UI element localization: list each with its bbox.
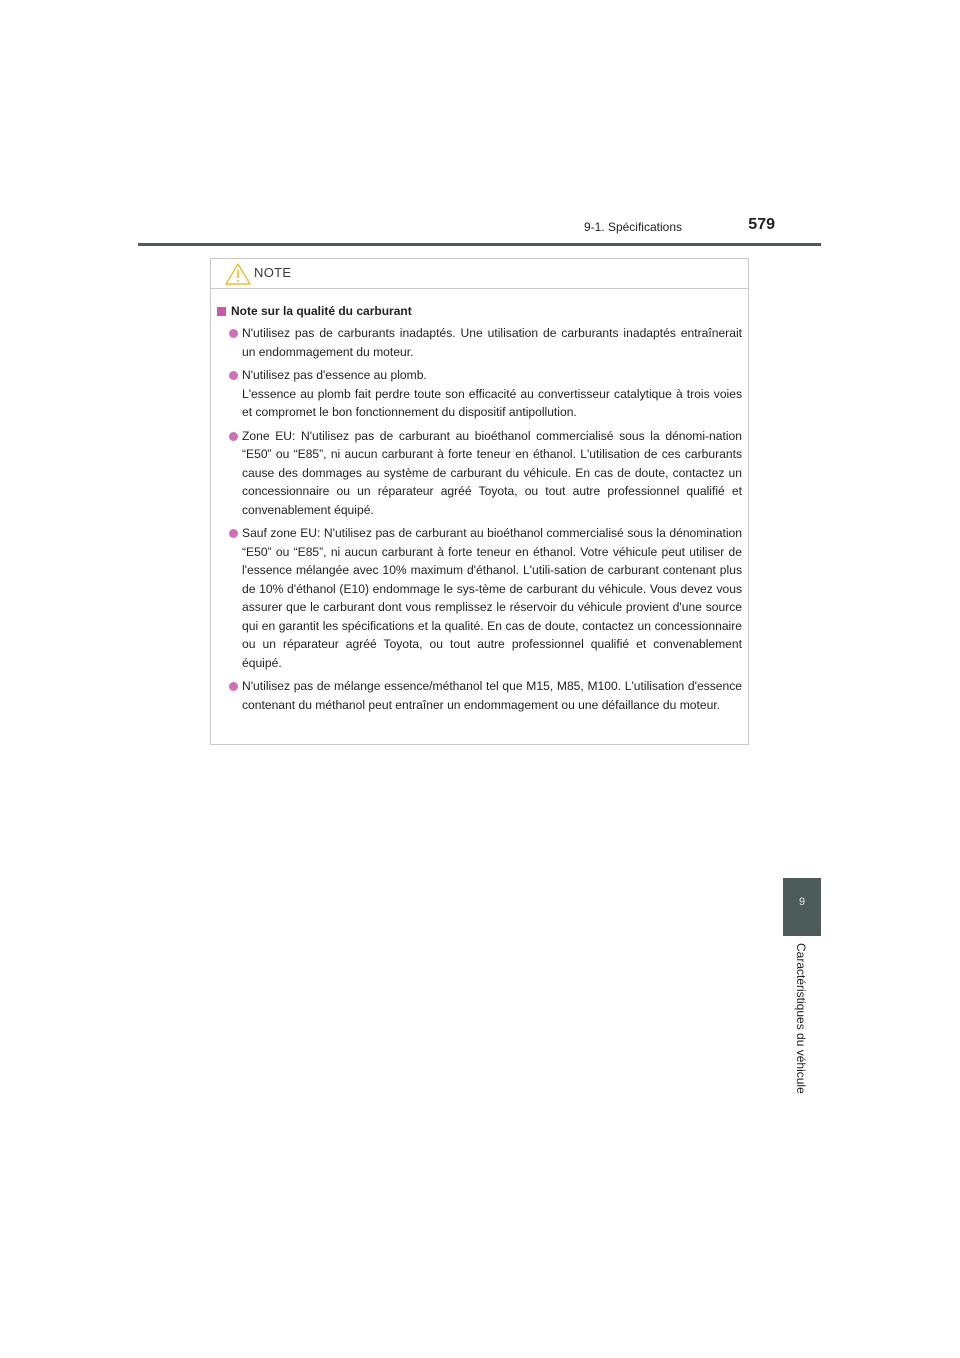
list-item [217,366,742,422]
bullet-dot-icon [229,682,238,691]
section-title: Note sur la qualité du carburant [231,304,412,318]
bullet-text: N'utilisez pas de carburants inadaptés. Une utilisation de carburants inadaptés entraînerait un endommagement du moteur. [242,326,742,359]
note-box [210,258,749,745]
list-item [217,427,742,520]
warning-triangle-icon [225,263,251,285]
list-item [217,524,742,672]
bullet-dot-icon [229,371,238,380]
chapter-tab-label [741,937,861,1117]
bullet-text: N'utilisez pas d'essence au plomb. L'essence au plomb fait perdre toute son efficacité au convertisseur catalytique à trois voies et compromet le bon fonctionnement du dispositif antipollution. [242,368,742,419]
section-heading [217,302,742,320]
bullet-dot-icon [229,432,238,441]
running-header-section: 9-1. Spécifications [583,220,682,234]
bullet-text: Zone EU: N'utilisez pas de carburant au bioéthanol commercialisé sous la dénomi-nation “E50” ou “E85”, ni aucun carburant à forte teneur en éthanol. L'utilisation de ces carburants cause des dommages au système de carburant du véhicule. En cas de doute, contactez un concessionnaire ou un réparateur agréé Toyota, ou tout autre professionnel qualifié et convenablement équipé. [242,428,742,517]
square-bullet-icon [217,307,226,316]
note-header [211,259,748,289]
chapter-tab-number: 9 [783,878,821,936]
list-item [217,324,742,361]
header-divider [138,243,821,246]
bullet-dot-icon [229,329,238,338]
note-body [211,289,748,714]
bullet-dot-icon [229,529,238,538]
bullet-text: N'utilisez pas de mélange essence/méthanol tel que M15, M85, M100. L'utilisation d'essence contenant du méthanol peut entraîner un endommagement ou une défaillance du moteur. [242,679,742,712]
page-number: 579 [748,216,775,233]
bullet-list [217,324,742,714]
note-label: NOTE [254,265,292,280]
bullet-text: Sauf zone EU: N'utilisez pas de carburant au bioéthanol commercialisé sous la dénomination “E50” ou “E85”, ni aucun carburant à forte teneur en éthanol. Votre véhicule peut utiliser de l'essence mélangée avec 10% maximum d'éthanol. L'utili-sation de carburant contenant plus de 10% d'éthanol (E10) endommage le sys-tème de carburant du véhicule. Vous devez vous assurer que le carburant dont vous remplissez le réservoir du véhicule provient d'une source qui en garantit les spécifications et la qualité. En cas de doute, contactez un concessionnaire ou un réparateur agréé Toyota, ou tout autre professionnel qualifié et convenablement équipé. [242,526,742,670]
chapter-tab-label-text: Caractéristiques du véhicule [794,943,808,1094]
list-item [217,677,742,714]
